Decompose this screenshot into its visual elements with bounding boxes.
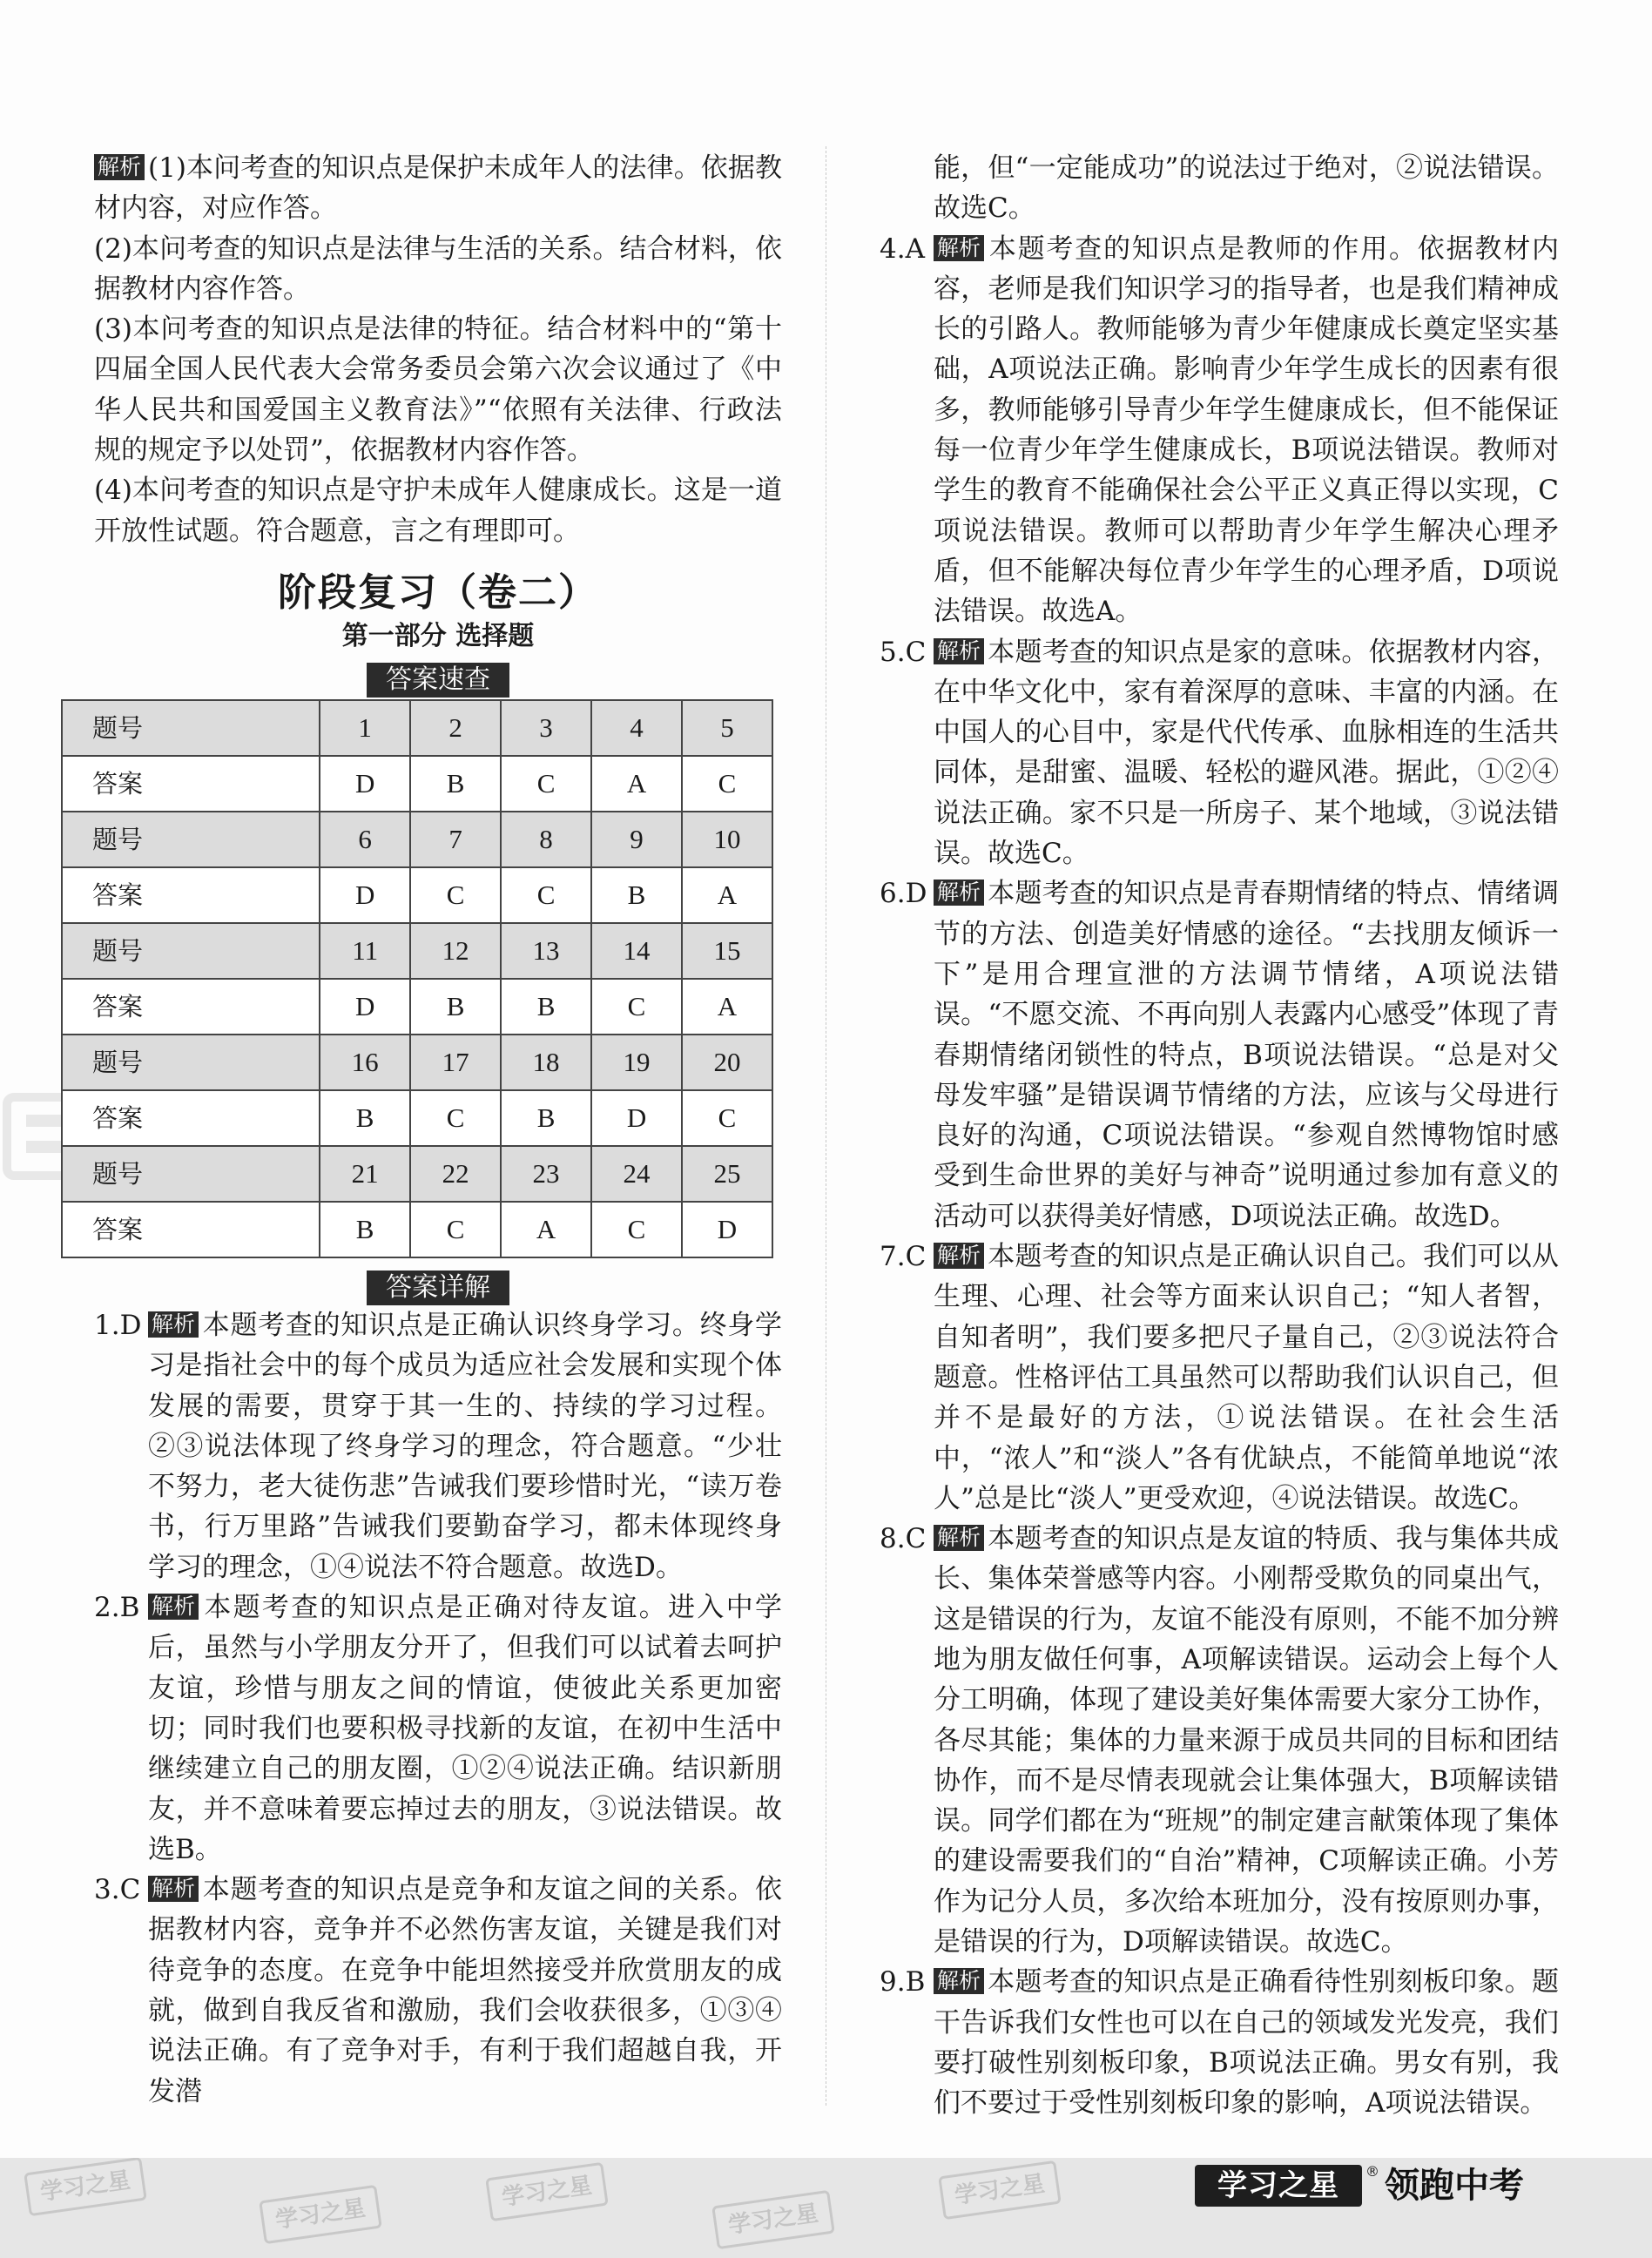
answer-cell: D bbox=[320, 979, 410, 1035]
quick-answer-banner: 答案速查 bbox=[367, 663, 509, 698]
question-number-cell: 24 bbox=[591, 1146, 682, 1202]
analysis-tag: 解析 bbox=[148, 1876, 199, 1902]
question-number-cell: 10 bbox=[682, 812, 772, 867]
question-number-cell: 16 bbox=[320, 1035, 410, 1090]
question-number-cell: 3 bbox=[501, 700, 591, 756]
answer-row bbox=[62, 1090, 772, 1146]
answer-item-4: 4.A 解析 本题考查的知识点是教师的作用。依据教材内容，老师是我们知识学习的指导者，也是我们精神成长的引路人。教师能够为青少年健康成长奠定坚实基础，A项说法正确。影响青少年学生成长的因素有很多，教师能够引导青少年学生健康成长，但不能保证每一位青少年学生健康成长，B项说法错误。教师对学生的教育不能确保社会公平正义真正得以实现，C项说法错误。教师可以帮助青少年学生解决心理矛盾，但不能解决每位青少年学生的心理矛盾，D项说法错误。故选A。 bbox=[880, 229, 1559, 632]
answer-item-number: 3.C bbox=[94, 1874, 141, 1906]
answer-row bbox=[62, 979, 772, 1035]
answer-item-number: 7.C bbox=[880, 1241, 927, 1273]
question-number-row bbox=[62, 1035, 772, 1090]
question-number-cell: 19 bbox=[591, 1035, 682, 1090]
question-number-cell: 22 bbox=[410, 1146, 501, 1202]
stamp-logo: 学习之星 bbox=[24, 2158, 147, 2216]
answer-cell: C bbox=[682, 756, 772, 812]
brand-logo: 学习之星 bbox=[1195, 2165, 1362, 2207]
answer-cell: D bbox=[591, 1090, 682, 1146]
question-number-cell: 2 bbox=[410, 700, 501, 756]
answer-item-number: 1.D bbox=[94, 1309, 142, 1341]
question-number-cell: 21 bbox=[320, 1146, 410, 1202]
question-number-row bbox=[62, 923, 772, 979]
answer-item-number: 9.B bbox=[880, 1966, 926, 1998]
analysis-paragraph-4: (4)本问考查的知识点是守护未成年人健康成长。这是一道开放性试题。符合题意，言之有理即可。 bbox=[94, 475, 782, 547]
answer-cell: B bbox=[501, 1090, 591, 1146]
row-label-answer: 答案 bbox=[62, 1202, 320, 1257]
answer-item-3: 3.C 解析 本题考查的知识点是竞争和友谊之间的关系。依据教材内容，竞争并不必然伤害友谊，关键是我们对待竞争的态度。在竞争中能坦然接受并欣赏朋友的成就，做到自我反省和激励，我们会收获很多，①③④说法正确。有了竞争对手，有利于我们超越自我，开发潜 bbox=[94, 1870, 782, 2112]
answer-item-3-continued: 能，但“一定能成功”的说法过于绝对，②说法错误。故选C。 bbox=[934, 152, 1559, 225]
answer-row bbox=[62, 756, 772, 812]
answer-cell: B bbox=[320, 1202, 410, 1257]
question-number-row bbox=[62, 1146, 772, 1202]
answer-item-7: 7.C 解析 本题考查的知识点是正确认识自己。我们可以从生理、心理、社会等方面来认识自己；“知人者智，自知者明”，我们要多把尺子量自己，②③说法符合题意。性格评估工具虽然可以帮助我们认识自己，但并不是最好的方法，①说法错误。在社会生活中，“浓人”和“淡人”各有优缺点，不能简单地说“浓人”总是比“淡人”更受欢迎，④说法错误。故选C。 bbox=[880, 1237, 1559, 1519]
answer-cell: A bbox=[501, 1202, 591, 1257]
answer-item-9: 9.B 解析 本题考查的知识点是正确看待性别刻板印象。题干告诉我们女性也可以在自己的领域发光发亮，我们要打破性别刻板印象，B项说法正确。男女有别，我们不要过于受性别刻板印象的影响，A项说法错误。 bbox=[880, 1962, 1559, 2123]
row-label-question: 题号 bbox=[62, 812, 320, 867]
answer-item-number: 6.D bbox=[880, 878, 927, 910]
row-label-question: 题号 bbox=[62, 1035, 320, 1090]
stamp-logo: 学习之星 bbox=[485, 2162, 609, 2221]
right-column bbox=[880, 148, 1559, 2124]
question-number-row bbox=[62, 812, 772, 867]
answer-cell: C bbox=[410, 1090, 501, 1146]
section-title: 阶段复习（卷二） bbox=[278, 570, 598, 615]
answer-cell: D bbox=[320, 867, 410, 923]
answer-table bbox=[61, 699, 773, 1258]
analysis-tag: 解析 bbox=[934, 638, 984, 664]
row-label-answer: 答案 bbox=[62, 756, 320, 812]
row-label-question: 题号 bbox=[62, 923, 320, 979]
answer-cell: C bbox=[410, 1202, 501, 1257]
answer-cell: B bbox=[320, 1090, 410, 1146]
analysis-paragraph-2: (2)本问考查的知识点是法律与生活的关系。结合材料，依据教材内容作答。 bbox=[94, 233, 782, 305]
answer-detail-banner: 答案详解 bbox=[367, 1271, 509, 1305]
analysis-tag: 解析 bbox=[94, 154, 145, 180]
answer-cell: A bbox=[682, 867, 772, 923]
answer-item-5: 5.C 解析 本题考查的知识点是家的意味。依据教材内容，在中华文化中，家有着深厚的意味、丰富的内涵。在中国人的心目中，家是代代传承、血脉相连的生活共同体，是甜蜜、温暖、轻松的避风港。据此，①②④说法正确。家不只是一所房子、某个地域，③说法错误。故选C。 bbox=[880, 632, 1559, 874]
analysis-paragraph-1: 解析 (1)本问考查的知识点是保护未成年人的法律。依据教材内容，对应作答。 bbox=[94, 152, 782, 225]
stamp-logo: 学习之星 bbox=[711, 2190, 835, 2249]
question-number-cell: 4 bbox=[591, 700, 682, 756]
row-label-question: 题号 bbox=[62, 700, 320, 756]
answer-item-8: 8.C 解析 本题考查的知识点是友谊的特质、我与集体共成长、集体荣誉感等内容。小刚帮受欺负的同桌出气，这是错误的行为，友谊不能没有原则，不能不加分辨地为朋友做任何事，A项解读错误。运动会上每个人分工明确，体现了建设美好集体需要大家分工协作，各尽其能；集体的力量来源于成员共同的目标和团结协作，而不是尽情表现就会让集体强大，B项解读错误。同学们都在为“班规”的制定建言献策体现了集体的建设需要我们的“自治”精神，C项解读正确。小芳作为记分人员，多次给本班加分，没有按原则办事，是错误的行为，D项解读错误。故选C。 bbox=[880, 1519, 1559, 1962]
analysis-tag: 解析 bbox=[934, 1525, 984, 1551]
analysis-paragraph-3: (3)本问考查的知识点是法律的特征。结合材料中的“第十四届全国人民代表大会常务委员会第六次会议通过了《中华人民共和国爱国主义教育法》”“依照有关法律、行政法规的规定予以处罚”，依据教材内容作答。 bbox=[94, 313, 782, 467]
stamp-logo: 学习之星 bbox=[259, 2185, 382, 2244]
question-number-row bbox=[62, 700, 772, 756]
question-number-cell: 15 bbox=[682, 923, 772, 979]
question-number-cell: 7 bbox=[410, 812, 501, 867]
analysis-tag: 解析 bbox=[148, 1311, 199, 1338]
question-number-cell: 5 bbox=[682, 700, 772, 756]
analysis-tag: 解析 bbox=[934, 235, 984, 261]
answer-cell: C bbox=[501, 756, 591, 812]
answer-cell: A bbox=[591, 756, 682, 812]
answer-cell: B bbox=[410, 756, 501, 812]
answer-item-number: 8.C bbox=[880, 1523, 927, 1555]
question-number-cell: 23 bbox=[501, 1146, 591, 1202]
answer-cell: D bbox=[682, 1202, 772, 1257]
question-number-cell: 14 bbox=[591, 923, 682, 979]
answer-cell: A bbox=[682, 979, 772, 1035]
answer-item-1: 1.D 解析 本题考查的知识点是正确认识终身学习。终身学习是指社会中的每个成员为适应社会发展和实现个体发展的需要，贯穿于其一生的、持续的学习过程。②③说法体现了终身学习的理念，符合题意。“少壮不努力，老大徒伤悲”告诫我们要珍惜时光，“读万卷书，行万里路”告诫我们要勤奋学习，都未体现终身学习的理念，①④说法不符合题意。故选D。 bbox=[94, 1305, 782, 1587]
answer-cell: D bbox=[320, 756, 410, 812]
question-number-cell: 25 bbox=[682, 1146, 772, 1202]
brand-slogan: 领跑中考 bbox=[1385, 2166, 1524, 2206]
question-number-cell: 1 bbox=[320, 700, 410, 756]
answer-item-number: 2.B bbox=[94, 1592, 140, 1624]
question-number-cell: 17 bbox=[410, 1035, 501, 1090]
answer-item-2: 2.B 解析 本题考查的知识点是正确对待友谊。进入中学后，虽然与小学朋友分开了，但我们可以试着去呵护友谊，珍惜与朋友之间的情谊，使彼此关系更加密切；同时我们也要积极寻找新的友谊，在初中生活中继续建立自己的朋友圈，①②④说法正确。结识新朋友，并不意味着要忘掉过去的朋友，③说法错误。故选B。 bbox=[94, 1587, 782, 1870]
row-label-question: 题号 bbox=[62, 1146, 320, 1202]
answer-cell: C bbox=[591, 1202, 682, 1257]
question-number-cell: 20 bbox=[682, 1035, 772, 1090]
question-number-cell: 8 bbox=[501, 812, 591, 867]
stamp-logo: 学习之星 bbox=[938, 2160, 1062, 2220]
answer-item-number: 5.C bbox=[880, 636, 927, 668]
answer-cell: B bbox=[591, 867, 682, 923]
question-number-cell: 13 bbox=[501, 923, 591, 979]
answer-row bbox=[62, 1202, 772, 1257]
answer-row bbox=[62, 867, 772, 923]
answer-cell: C bbox=[591, 979, 682, 1035]
registered-mark: ® bbox=[1365, 2163, 1379, 2180]
answer-cell: C bbox=[682, 1090, 772, 1146]
question-number-cell: 11 bbox=[320, 923, 410, 979]
analysis-tag: 解析 bbox=[934, 1243, 984, 1269]
analysis-tag: 解析 bbox=[934, 880, 984, 906]
row-label-answer: 答案 bbox=[62, 1090, 320, 1146]
answer-cell: C bbox=[410, 867, 501, 923]
footer-stamp-pattern bbox=[0, 2158, 1132, 2258]
brand-logo-block bbox=[1195, 2165, 1648, 2210]
answer-item-6: 6.D 解析 本题考查的知识点是青春期情绪的特点、情绪调节的方法、创造美好情感的途径。“去找朋友倾诉一下”是用合理宣泄的方法调节情绪，A项说法错误。“不愿交流、不再向别人表露内心感受”体现了青春期情绪闭锁性的特点，B项说法错误。“总是对父母发牢骚”是错误调节情绪的方法，应该与父母进行良好的沟通，C项说法错误。“参观自然博物馆时感受到生命世界的美好与神奇”说明通过参加有意义的活动可以获得美好情感，D项说法正确。故选D。 bbox=[880, 873, 1559, 1237]
analysis-tag: 解析 bbox=[148, 1594, 199, 1620]
question-number-cell: 9 bbox=[591, 812, 682, 867]
answer-cell: C bbox=[501, 867, 591, 923]
question-number-cell: 6 bbox=[320, 812, 410, 867]
answer-item-number: 4.A bbox=[880, 233, 925, 265]
analysis-tag: 解析 bbox=[934, 1968, 984, 1994]
question-number-cell: 18 bbox=[501, 1035, 591, 1090]
left-column bbox=[94, 148, 782, 2112]
answer-cell: B bbox=[410, 979, 501, 1035]
section-subtitle: 第一部分 选择题 bbox=[341, 620, 535, 651]
row-label-answer: 答案 bbox=[62, 979, 320, 1035]
row-label-answer: 答案 bbox=[62, 867, 320, 923]
question-number-cell: 12 bbox=[410, 923, 501, 979]
answer-cell: B bbox=[501, 979, 591, 1035]
